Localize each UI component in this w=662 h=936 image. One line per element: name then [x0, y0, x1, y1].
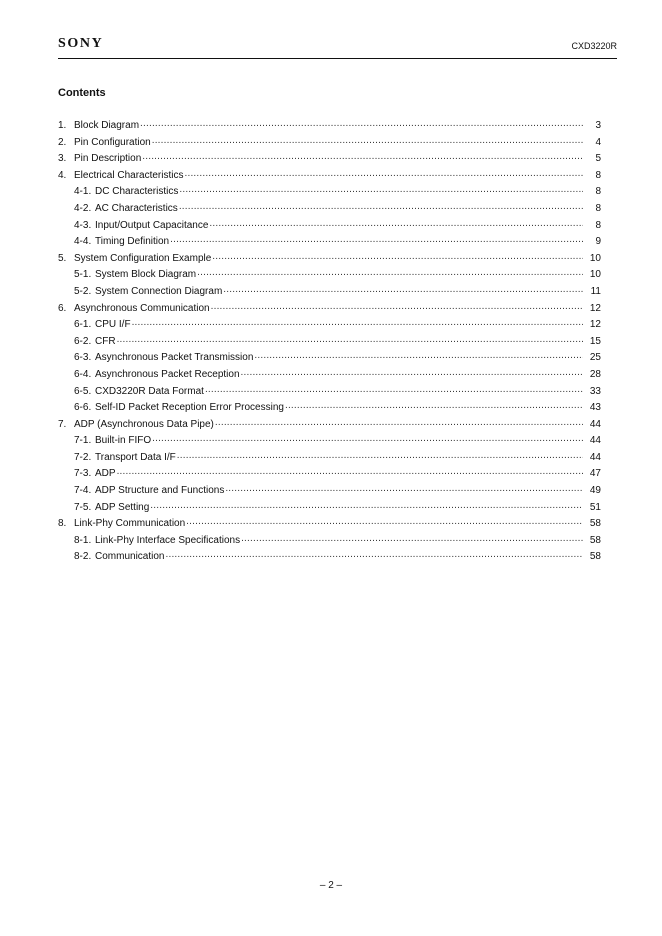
toc-entry-number: 2.	[58, 136, 67, 148]
toc-entry-page: 58	[589, 518, 601, 530]
toc-entry-number: 6-3.	[74, 352, 92, 364]
toc-entry-page: 10	[589, 252, 601, 264]
table-of-contents	[58, 118, 601, 566]
toc-entry-page: 12	[589, 302, 601, 314]
toc-entry-page: 47	[589, 468, 601, 480]
toc-entry-page: 5	[595, 153, 601, 165]
toc-entry-number: 4-2.	[74, 202, 92, 214]
dot-leader	[117, 332, 583, 342]
toc-entry-label: System Block Diagram	[95, 269, 197, 281]
toc-entry-label: Transport Data I/F	[95, 451, 176, 463]
toc-entry-label: Input/Output Capacitance	[95, 219, 209, 231]
toc-entry-page: 4	[595, 136, 601, 148]
toc-entry-number: 4.	[58, 169, 67, 181]
toc-entry-number: 6-6.	[74, 402, 92, 414]
toc-entry-label: Electrical Characteristics	[74, 169, 184, 181]
toc-entry-label: System Connection Diagram	[95, 285, 223, 297]
toc-entry-label: Pin Configuration	[74, 136, 151, 148]
toc-entry-page: 8	[595, 169, 601, 181]
toc-entry-page: 58	[589, 551, 601, 563]
dot-leader	[285, 398, 583, 408]
dot-leader	[184, 166, 583, 176]
document-id: CXD3220R	[571, 41, 617, 51]
toc-entry-page: 49	[589, 485, 601, 497]
dot-leader	[211, 299, 583, 309]
toc-entry-number: 7-4.	[74, 485, 92, 497]
toc-entry-number: 7-2.	[74, 451, 92, 463]
toc-entry-number: 4-4.	[74, 236, 92, 248]
sony-logo: SONY	[58, 36, 104, 51]
page-title: Contents	[58, 87, 106, 99]
toc-entry-number: 8-1.	[74, 534, 92, 546]
dot-leader	[241, 531, 583, 541]
toc-entry-label: CXD3220R Data Format	[95, 385, 204, 397]
toc-entry-number: 8.	[58, 518, 67, 530]
dot-leader	[142, 149, 583, 159]
dot-leader	[152, 133, 583, 143]
toc-entry-number: 6-4.	[74, 368, 92, 380]
toc-entry-label: CFR	[95, 335, 116, 347]
page-number: – 2 –	[319, 880, 343, 891]
toc-entry-number: 6-5.	[74, 385, 92, 397]
toc-entry-number: 6-2.	[74, 335, 92, 347]
toc-entry-label: Built-in FIFO	[95, 435, 152, 447]
toc-entry-page: 11	[590, 285, 601, 297]
toc-entry-label: Asynchronous Packet Transmission	[95, 352, 254, 364]
toc-entry-number: 7-5.	[74, 501, 92, 513]
toc-entry-label: CPU I/F	[95, 319, 131, 331]
toc-entry-number: 7.	[58, 418, 67, 430]
dot-leader	[212, 249, 583, 259]
toc-entry-page: 58	[589, 534, 601, 546]
toc-entry-number: 5.	[58, 252, 67, 264]
header-rule	[58, 58, 617, 59]
toc-entry-number: 3.	[58, 153, 67, 165]
toc-entry-label: Communication	[95, 551, 165, 563]
dot-leader	[179, 199, 583, 209]
toc-entry-label: AC Characteristics	[95, 202, 178, 214]
toc-entry-page: 8	[595, 186, 601, 198]
dot-leader	[140, 116, 583, 126]
toc-entry-number: 5-2.	[74, 285, 92, 297]
dot-leader	[170, 232, 583, 242]
toc-entry-page: 51	[589, 501, 601, 513]
page-header	[58, 36, 617, 58]
toc-entry-label: Link-Phy Communication	[74, 518, 186, 530]
toc-entry-label: Asynchronous Packet Reception	[95, 368, 240, 380]
toc-entry-number: 5-1.	[74, 269, 92, 281]
dot-leader	[117, 464, 583, 474]
toc-entry-number: 7-3.	[74, 468, 92, 480]
toc-entry-page: 44	[589, 435, 601, 447]
toc-entry-number: 6-1.	[74, 319, 92, 331]
toc-entry-page: 12	[589, 319, 601, 331]
toc-entry-label: Link-Phy Interface Specifications	[95, 534, 241, 546]
toc-entry-label: ADP (Asynchronous Data Pipe)	[74, 418, 214, 430]
dot-leader	[254, 348, 583, 358]
toc-entry-label: ADP Setting	[95, 501, 150, 513]
toc-entry-label: ADP Structure and Functions	[95, 485, 225, 497]
toc-entry-number: 8-2.	[74, 551, 92, 563]
dot-leader	[165, 547, 583, 557]
toc-entry-number: 1.	[58, 120, 67, 131]
toc-entry-page: 3	[595, 120, 601, 131]
toc-entry-page: 43	[589, 402, 601, 414]
dot-leader	[186, 514, 583, 524]
dot-leader	[223, 282, 583, 292]
dot-leader	[241, 365, 583, 375]
toc-entry-label: Block Diagram	[74, 120, 140, 131]
dot-leader	[215, 415, 583, 425]
toc-entry[interactable]	[58, 549, 601, 566]
toc-entry-label: Self-ID Packet Reception Error Processing	[95, 402, 284, 414]
toc-entry-page: 25	[589, 352, 601, 364]
dot-leader	[132, 315, 583, 325]
toc-entry-label: ADP	[95, 468, 116, 480]
toc-entry-label: Timing Definition	[95, 236, 170, 248]
dot-leader	[150, 498, 583, 508]
dot-leader	[177, 448, 583, 458]
dot-leader	[209, 216, 583, 226]
toc-entry-label: Pin Description	[74, 153, 142, 165]
toc-entry-page: 9	[595, 236, 601, 248]
dot-leader	[179, 182, 583, 192]
toc-entry-number: 7-1.	[74, 435, 92, 447]
toc-entry-page: 28	[589, 368, 601, 380]
toc-entry-page: 8	[595, 219, 601, 231]
toc-entry-label: System Configuration Example	[74, 252, 212, 264]
dot-leader	[197, 265, 583, 275]
dot-leader	[152, 431, 583, 441]
toc-entry-page: 44	[589, 451, 601, 463]
toc-entry-page: 15	[589, 335, 601, 347]
toc-entry-label: DC Characteristics	[95, 186, 179, 198]
toc-entry-page: 10	[589, 269, 601, 281]
dot-leader	[205, 382, 583, 392]
toc-entry-number: 4-1.	[74, 186, 92, 198]
toc-entry-number: 4-3.	[74, 219, 92, 231]
toc-entry-page: 33	[589, 385, 601, 397]
dot-leader	[225, 481, 583, 491]
toc-entry-page: 8	[595, 202, 601, 214]
toc-entry-number: 6.	[58, 302, 67, 314]
toc-entry-page: 44	[589, 418, 601, 430]
toc-entry-label: Asynchronous Communication	[74, 302, 210, 314]
